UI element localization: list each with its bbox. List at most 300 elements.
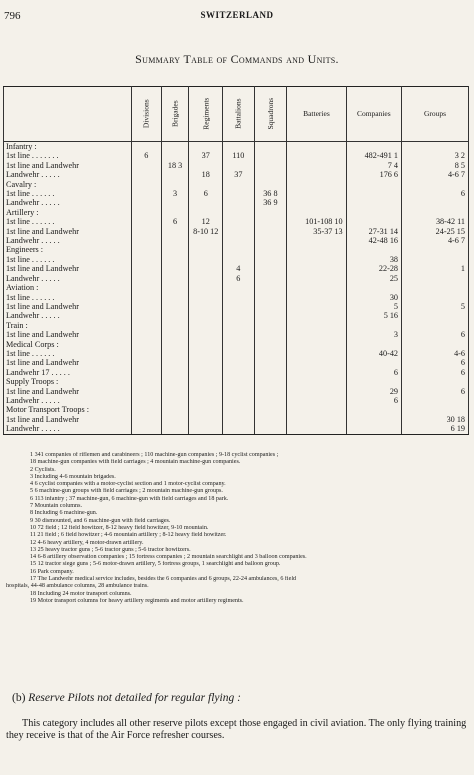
table-cell [223, 368, 254, 377]
table-cell [223, 349, 254, 358]
table-cell [287, 340, 346, 349]
table-cell [161, 424, 189, 434]
table-cell [254, 217, 287, 226]
table-cell [161, 387, 189, 396]
table-row [4, 311, 469, 320]
table-cell [254, 368, 287, 377]
footnote: 12 4-6 heavy artillery, 4 motor-drawn artillery. [30, 539, 144, 546]
table-cell [161, 293, 189, 302]
table-cell [346, 405, 401, 414]
table-cell: 5 [346, 302, 401, 311]
table-cell [131, 264, 161, 273]
table-cell: 36 9 [254, 198, 287, 207]
table-cell [161, 283, 189, 292]
table-cell [254, 142, 287, 152]
table-cell [161, 227, 189, 236]
table-cell [161, 311, 189, 320]
table-cell: 6 [402, 189, 469, 198]
table-row [4, 208, 469, 217]
table-cell [223, 415, 254, 424]
table-cell [346, 189, 401, 198]
table-cell [189, 387, 223, 396]
table-cell [189, 340, 223, 349]
row-label: 1st line . . . . . . [4, 349, 132, 358]
running-title: SWITZERLAND [200, 10, 274, 20]
table-cell [287, 283, 346, 292]
row-label: Landwehr 17 . . . . . [4, 368, 132, 377]
table-cell: 4-6 [402, 349, 469, 358]
table-cell [161, 321, 189, 330]
table-cell [131, 349, 161, 358]
table-cell [287, 255, 346, 264]
table-cell [131, 161, 161, 170]
table-cell [131, 377, 161, 386]
table-cell: 4-6 7 [402, 236, 469, 245]
footnote: 11 21 field ; 6 field howitzer ; 4-6 mountain artillery ; 8-12 heavy field howitzer. [30, 532, 227, 539]
table-cell: 42-48 16 [346, 236, 401, 245]
table-cell: 101-108 10 [287, 217, 346, 226]
table-cell [287, 293, 346, 302]
table-cell [223, 358, 254, 367]
table-title: Summary Table of Commands and Units. [135, 52, 339, 66]
footnote: 13 25 heavy tractor guns ; 5-6 tractor guns ; 5-6 tractor howitzers. [30, 546, 191, 553]
table-cell: 6 [223, 274, 254, 283]
table-row [4, 405, 469, 414]
col-header-squadrons: Squadrons [254, 87, 287, 142]
table-cell [189, 405, 223, 414]
col-header-companies: Companies [346, 87, 401, 142]
table-cell [161, 236, 189, 245]
table-cell [254, 161, 287, 170]
table-cell [254, 415, 287, 424]
table-cell [161, 358, 189, 367]
table-cell [287, 415, 346, 424]
table-cell [161, 377, 189, 386]
table-cell: 37 [189, 151, 223, 160]
footnote: 10 72 field ; 12 field howitzer, 8-12 heavy field howitzer, 9-10 mountain. [30, 524, 209, 531]
table-cell [223, 340, 254, 349]
table-cell [287, 358, 346, 367]
table-cell [254, 330, 287, 339]
table-cell [131, 302, 161, 311]
table-cell: 1 [402, 264, 469, 273]
table-cell [223, 255, 254, 264]
table-cell [223, 330, 254, 339]
table-cell [287, 302, 346, 311]
table-row [4, 283, 469, 292]
table-cell [131, 321, 161, 330]
table-cell [287, 311, 346, 320]
row-label: Landwehr . . . . . [4, 170, 132, 179]
table-cell [287, 245, 346, 254]
table-body [4, 142, 469, 435]
table-cell [254, 283, 287, 292]
table-cell: 8-10 12 [189, 227, 223, 236]
table-cell [254, 180, 287, 189]
row-label: 1st line and Landwehr [4, 302, 132, 311]
table-cell: 6 [346, 396, 401, 405]
table-row [4, 349, 469, 358]
table-cell [161, 415, 189, 424]
table-cell [287, 321, 346, 330]
table-cell [287, 236, 346, 245]
table-cell [346, 415, 401, 424]
table-cell [189, 161, 223, 170]
table-cell [161, 405, 189, 414]
footnote: 1 341 companies of riflemen and carabineers ; 110 machine-gun companies ; 9-18 cyclist companies ; [30, 452, 279, 458]
table-row [4, 396, 469, 405]
table-cell [131, 330, 161, 339]
table-cell [189, 415, 223, 424]
table-cell [254, 170, 287, 179]
table-cell [223, 283, 254, 292]
footnote: 8 Including 6 machine-gun. [30, 510, 98, 517]
table-cell [131, 340, 161, 349]
footnote: 14 6-8 artillery observation companies ; 15 fortress companies ; 2 mountain searchlight and 3 balloon companies. [30, 554, 307, 561]
table-row [4, 264, 469, 273]
col-header-regiments: Regiments [189, 87, 223, 142]
row-label: Cavalry : [4, 180, 132, 189]
table-cell: 6 19 [402, 424, 469, 434]
row-label: 1st line and Landwehr [4, 415, 132, 424]
table-cell [223, 405, 254, 414]
table-cell [189, 255, 223, 264]
table-cell [254, 387, 287, 396]
table-cell [402, 377, 469, 386]
table-cell [254, 340, 287, 349]
table-cell [254, 405, 287, 414]
table-row [4, 142, 469, 152]
table-cell: 5 [402, 302, 469, 311]
header-blank [4, 87, 132, 142]
table-cell: 30 [346, 293, 401, 302]
table-cell [189, 358, 223, 367]
row-label: Train : [4, 321, 132, 330]
table-cell [131, 198, 161, 207]
table-cell [254, 274, 287, 283]
table-cell [287, 151, 346, 160]
footnote: 18 machine-gun companies with field carriages ; 4 mountain machine-gun companies. [30, 459, 241, 466]
row-label: 1st line . . . . . . . [4, 151, 132, 160]
table-cell [346, 208, 401, 217]
table-cell [161, 180, 189, 189]
table-row [4, 170, 469, 179]
table-cell [161, 255, 189, 264]
table-cell [346, 377, 401, 386]
table-cell [254, 424, 287, 434]
table-cell [223, 387, 254, 396]
table-row [4, 377, 469, 386]
table-cell [254, 396, 287, 405]
table-cell [161, 368, 189, 377]
table-cell: 18 3 [161, 161, 189, 170]
table-cell [223, 142, 254, 152]
table-row [4, 340, 469, 349]
table-cell [131, 180, 161, 189]
row-label: 1st line and Landwehr [4, 161, 132, 170]
table-cell: 22-28 [346, 264, 401, 273]
table-cell [287, 264, 346, 273]
table-cell [131, 142, 161, 152]
table-cell [131, 245, 161, 254]
table-cell [161, 302, 189, 311]
table-cell [402, 142, 469, 152]
footnotes [6, 452, 468, 605]
table-cell [223, 217, 254, 226]
table-cell: 37 [223, 170, 254, 179]
table-row [4, 227, 469, 236]
col-header-divisions: Divisions [131, 87, 161, 142]
table-cell [131, 217, 161, 226]
table-cell [402, 274, 469, 283]
table-cell [287, 424, 346, 434]
table-cell [223, 424, 254, 434]
table-cell [189, 236, 223, 245]
page-number: 796 [4, 10, 21, 22]
col-header-batteries: Batteries [287, 87, 346, 142]
row-label: Medical Corps : [4, 340, 132, 349]
footnote: 6 113 infantry ; 37 machine-gun, 6 machine-gun with field carriages and 18 park. [30, 495, 229, 502]
table-cell: 4-6 7 [402, 170, 469, 179]
table-cell [287, 349, 346, 358]
table-row [4, 424, 469, 434]
table-cell [346, 340, 401, 349]
table-cell [223, 236, 254, 245]
table-cell: 6 [346, 368, 401, 377]
table-cell [254, 358, 287, 367]
table-row [4, 274, 469, 283]
table-cell [346, 358, 401, 367]
row-label: Landwehr . . . . . [4, 236, 132, 245]
table-cell [223, 198, 254, 207]
table-cell [402, 180, 469, 189]
table-cell [223, 321, 254, 330]
table-cell [223, 189, 254, 198]
table-cell [161, 349, 189, 358]
table-cell: 6 [161, 217, 189, 226]
table-cell [189, 283, 223, 292]
row-label: 1st line and Landwehr [4, 358, 132, 367]
table-cell: 40-42 [346, 349, 401, 358]
footnote: 9 30 dismounted, and 6 machine-gun with field carriages. [30, 517, 171, 524]
row-label: 1st line and Landwehr [4, 264, 132, 273]
table-cell [402, 255, 469, 264]
table-row [4, 189, 469, 198]
table-cell [161, 208, 189, 217]
table-cell [161, 340, 189, 349]
table-cell: 6 [131, 151, 161, 160]
table-cell [223, 245, 254, 254]
table-cell [131, 170, 161, 179]
table-cell [189, 180, 223, 189]
footnote: 17 The Landwehr medical service includes, besides the 6 companies and 6 groups, 22-24 ambulances, 6 field [30, 576, 297, 583]
footnote: 4 6 cyclist companies with a motor-cyclist section and 1 motor-cyclist company. [30, 481, 226, 488]
table-cell [189, 208, 223, 217]
subheading-text: Reserve Pilots not detailed for regular flying : [28, 692, 241, 704]
table-cell: 24-25 15 [402, 227, 469, 236]
footnote: 16 Park company. [30, 568, 74, 575]
table-cell [223, 311, 254, 320]
table-cell: 110 [223, 151, 254, 160]
table-cell [346, 180, 401, 189]
table-header-row [4, 87, 469, 142]
table-cell [402, 396, 469, 405]
table-row [4, 358, 469, 367]
col-header-brigades: Brigades [161, 87, 189, 142]
table-cell [131, 405, 161, 414]
table-cell [287, 198, 346, 207]
table-cell [189, 293, 223, 302]
table-cell [254, 293, 287, 302]
table-cell [287, 387, 346, 396]
table-row [4, 330, 469, 339]
row-label: Supply Troops : [4, 377, 132, 386]
table-cell [131, 368, 161, 377]
table-cell [287, 142, 346, 152]
table-cell [254, 208, 287, 217]
table-cell: 25 [346, 274, 401, 283]
table-cell: 3 [161, 189, 189, 198]
row-label: Landwehr . . . . . [4, 311, 132, 320]
table-cell [402, 321, 469, 330]
footnote: 19 Motor transport columns for heavy artillery regiments and motor artillery regiments. [30, 597, 244, 604]
table-cell [189, 198, 223, 207]
table-cell [161, 245, 189, 254]
table-cell: 3 2 [402, 151, 469, 160]
table-cell [131, 274, 161, 283]
table-cell [131, 358, 161, 367]
table-cell [402, 283, 469, 292]
table-cell: 38-42 11 [402, 217, 469, 226]
table-cell [161, 170, 189, 179]
table-cell [161, 198, 189, 207]
table-cell: 5 16 [346, 311, 401, 320]
row-label: Landwehr . . . . . [4, 198, 132, 207]
table-cell [131, 283, 161, 292]
table-cell: 27-31 14 [346, 227, 401, 236]
table-cell [287, 405, 346, 414]
table-row [4, 161, 469, 170]
table-cell [287, 368, 346, 377]
table-cell: 38 [346, 255, 401, 264]
table-cell [189, 424, 223, 434]
row-label: 1st line and Landwehr [4, 227, 132, 236]
table-row [4, 415, 469, 424]
table-row [4, 293, 469, 302]
section-subheading [12, 692, 241, 704]
table-cell: 3 [346, 330, 401, 339]
table-cell [131, 208, 161, 217]
table-row [4, 180, 469, 189]
table-cell [189, 368, 223, 377]
table-cell: 6 [189, 189, 223, 198]
table-cell [189, 302, 223, 311]
table-cell: 6 [402, 368, 469, 377]
table-cell [223, 396, 254, 405]
footnote: hospitals, 44-48 ambulance columns, 28 ambulance trains. [6, 583, 149, 590]
table-cell [287, 180, 346, 189]
table-cell [189, 142, 223, 152]
table-cell [131, 293, 161, 302]
table-cell [131, 424, 161, 434]
table-cell [223, 293, 254, 302]
table-cell [287, 208, 346, 217]
table-cell [287, 161, 346, 170]
table-cell: 35-37 13 [287, 227, 346, 236]
table-cell: 176 6 [346, 170, 401, 179]
table-cell [346, 217, 401, 226]
footnote: 5 6 machine-gun groups with field carriages ; 2 mountain machine-gun groups. [30, 488, 223, 495]
table-cell [402, 293, 469, 302]
table-cell [189, 377, 223, 386]
table-cell [189, 396, 223, 405]
table-cell [223, 377, 254, 386]
table-row [4, 302, 469, 311]
row-label: 1st line . . . . . . [4, 217, 132, 226]
table-cell [254, 245, 287, 254]
table-cell [131, 396, 161, 405]
footnote: 2 Cyclists. [30, 466, 56, 473]
table-cell [223, 161, 254, 170]
table-cell [287, 330, 346, 339]
table-cell [402, 208, 469, 217]
table-cell [131, 255, 161, 264]
table-cell: 6 [402, 330, 469, 339]
subheading-label: (b) [12, 692, 26, 704]
table-cell [346, 321, 401, 330]
table-cell [254, 264, 287, 273]
table-row [4, 236, 469, 245]
row-label: Landwehr . . . . . [4, 396, 132, 405]
footnote: 15 12 tractor siege guns ; 5-6 motor-drawn artillery, 5 fortress groups, 1 searchlight and balloon group. [30, 561, 281, 568]
page-header [0, 10, 474, 26]
table-cell [223, 302, 254, 311]
table-cell [131, 387, 161, 396]
body-paragraph: This category includes all other reserve pilots except those engaged in civil aviation. The only flying training they receive is that of the Air Force refresher courses. [6, 718, 467, 741]
summary-table [3, 86, 469, 435]
table-cell [287, 170, 346, 179]
table-cell: 36 8 [254, 189, 287, 198]
table-cell: 8 5 [402, 161, 469, 170]
table-cell: 12 [189, 217, 223, 226]
footnote: 3 Including 4-6 mountain brigades. [30, 473, 116, 480]
table-cell [254, 321, 287, 330]
table-cell [131, 415, 161, 424]
row-label: Landwehr . . . . . [4, 424, 132, 434]
table-row [4, 387, 469, 396]
table-cell [402, 311, 469, 320]
table-row [4, 245, 469, 254]
table-cell [402, 405, 469, 414]
table-row [4, 151, 469, 160]
table-cell [254, 151, 287, 160]
table-cell [189, 330, 223, 339]
row-label: Engineers : [4, 245, 132, 254]
table-cell [189, 349, 223, 358]
table-cell [287, 274, 346, 283]
table-cell [402, 245, 469, 254]
col-header-battalions: Battalions [223, 87, 254, 142]
table-cell [254, 255, 287, 264]
table-cell [254, 377, 287, 386]
table-cell [254, 236, 287, 245]
table-cell [287, 396, 346, 405]
row-label: 1st line . . . . . . [4, 293, 132, 302]
table-cell [346, 424, 401, 434]
row-label: 1st line . . . . . . [4, 255, 132, 264]
table-cell [287, 189, 346, 198]
table-cell: 482-491 1 [346, 151, 401, 160]
